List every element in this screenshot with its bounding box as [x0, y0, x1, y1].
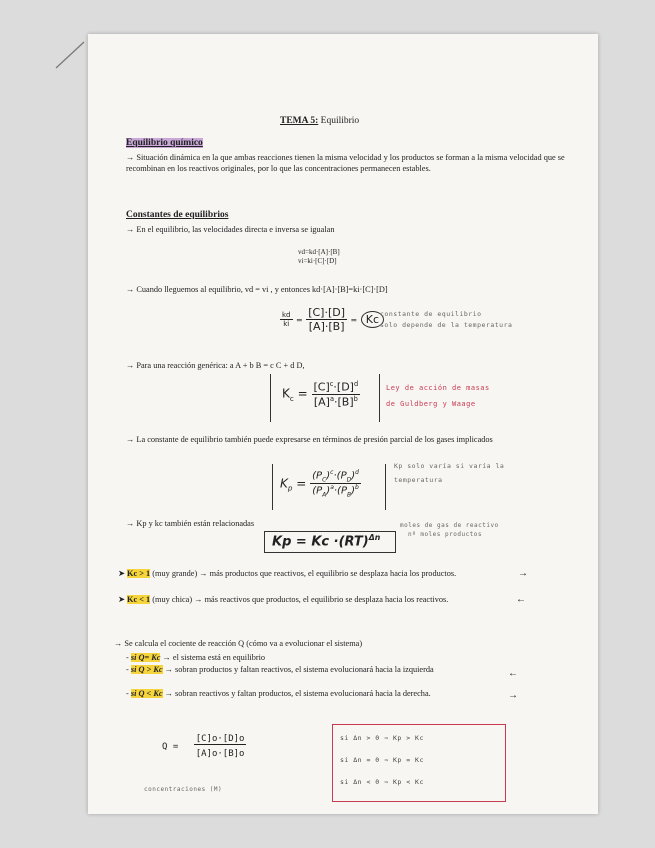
kc-formula: $\frac{kd}{ki}$ = $\frac{[C]\cdot[D]}{[A]\cdot[B]}$ = Kc: [280, 306, 384, 333]
line-reaccion-generica: → Para una reacción genérica: a A + b B = c C + d D,: [126, 361, 305, 370]
note-kc: constante de equilibrio solo depende de la temperatura: [380, 310, 513, 329]
paragraph-equilibrio-definition: → Situación dinámica en la que ambas reacciones tienen la misma velocidad y los productos se forman a la misma velocidad que se recombinan en los reactivos originales, por lo que las concentraciones permanecen estables.: [126, 153, 565, 173]
arrow-right-1: →: [518, 568, 528, 579]
delta-n-cases: si Δn > 0 ⇒ Kp > Kc si Δn = 0 ⇒ Kp = Kc si Δn < 0 ⇒ Kp < Kc: [340, 734, 424, 786]
pen-stroke-mark: [54, 38, 88, 70]
kp-formula: $K_p$ = $\frac{(P_C)^c\cdot(P_D)^d}{(P_A)^a\cdot(P_B)^b}$: [280, 469, 359, 499]
bullet-kc-mayor: ➤ Kc > 1 (muy grande) → más productos que reactivos, el equilibrio se desplaza hacia los productos.: [118, 569, 457, 578]
kc-generic-formula: $K_c$ = $\frac{[C]^c\cdot[D]^d}{[A]^a\cdot[B]^b}$: [282, 380, 359, 409]
q-formula: Q = $\frac{[C]o\cdot[D]o}{[A]o\cdot[B]o}$: [162, 734, 245, 759]
line-presion-parcial: → La constante de equilibrio también puede expresarse en términos de presión parcial de los gases implicados: [126, 435, 493, 444]
arrow-left-2: ←: [508, 668, 518, 679]
line-velocidades: → En el equilibrio, las velocidades directa e inversa se igualan: [126, 225, 335, 234]
note-moles: moles de gas de reactivo nº moles productos: [400, 522, 499, 538]
note-ley-masas: Ley de acción de masas de Guldberg y Waage: [386, 384, 490, 408]
note-concentraciones: concentraciones (M): [144, 786, 223, 793]
line-relacion-kp-kc: → Kp y kc también están relacionadas: [126, 519, 255, 528]
page-title: TEMA 5: Equilibrio: [280, 116, 360, 126]
arrow-right-2: →: [508, 690, 518, 701]
note-kp: Kp solo varía si varía la temperatura: [394, 462, 505, 484]
line-cociente: → Se calcula el cociente de reacción Q (cómo va a evolucionar el sistema): [114, 639, 363, 648]
q-item-greater: - si Q > Kc → sobran productos y faltan reactivos, el sistema evolucionará hacia la izquierda: [126, 665, 434, 674]
kp-kc-formula: Kp = Kc ·(RT)$^{\Delta n}$: [272, 533, 381, 550]
q-item-less: - si Q < Kc → sobran reactivos y faltan productos, el sistema evolucionará hacia la derecha.: [126, 689, 431, 698]
velocity-equations: vd=kd·[A]·[B] vi=ki·[C]·[D]: [298, 248, 340, 265]
heading-equilibrio-quimico: Equilibrio químico: [126, 138, 203, 148]
q-item-equal: - si Q= Kc → el sistema está en equilibrio: [126, 653, 266, 662]
kc-circle: Kc: [361, 311, 384, 328]
line-equilibrio-condicion: → Cuando lleguemos al equilibrio, vd = vi , y entonces kd·[A]·[B]=ki·[C]·[D]: [126, 285, 388, 294]
heading-constantes: Constantes de equilibrios: [126, 210, 229, 220]
notebook-page: [88, 34, 598, 814]
arrow-left-1: ←: [516, 594, 526, 605]
bullet-kc-menor: ➤ Kc < 1 (muy chica) → más reactivos que productos, el equilibrio se desplaza hacia los reactivos.: [118, 595, 449, 604]
